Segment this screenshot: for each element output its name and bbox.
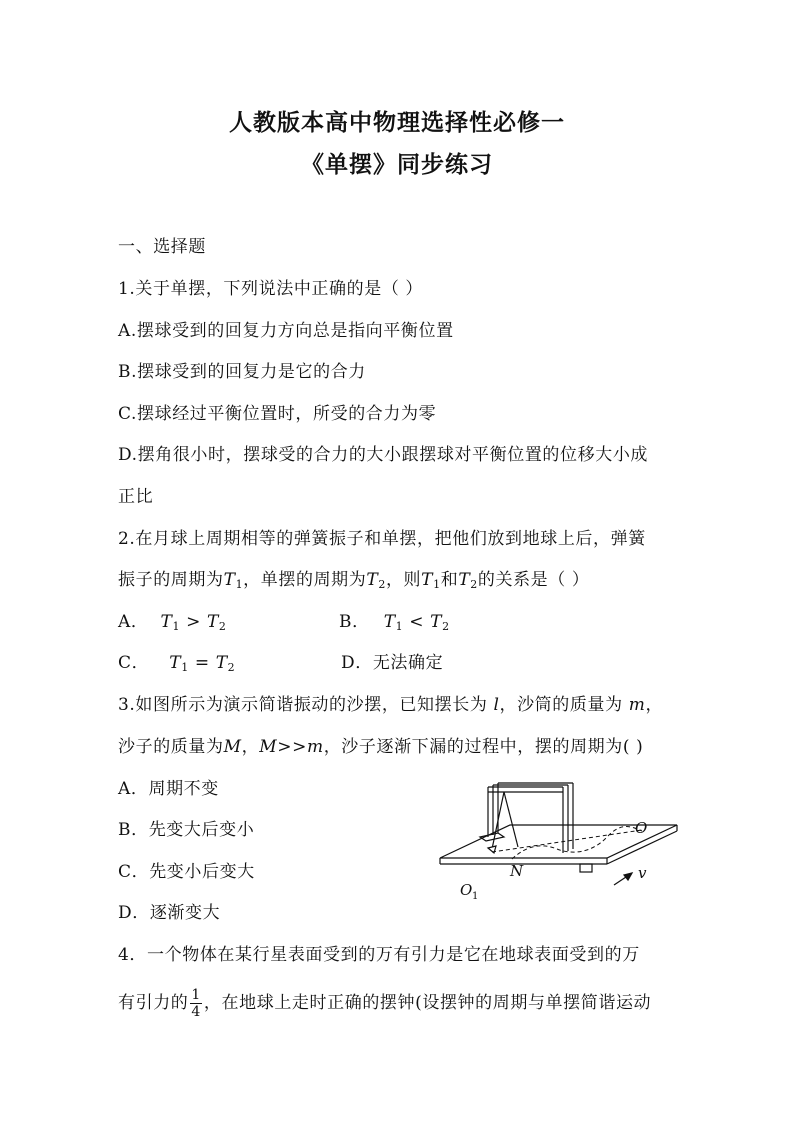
q2-text-part: 振子的周期为 [118, 570, 224, 590]
q1-option-d: D.摆角很小时，摆球受的合力的大小跟摆球对平衡位置的位移大小成 [118, 445, 649, 465]
document-title: 人教版本高中物理选择性必修一 [229, 110, 565, 136]
var-l: l [493, 695, 500, 715]
subscript: 2 [442, 620, 450, 633]
q3-text-part: ，沙筒的质量为 [499, 695, 629, 715]
q2-stem-cont [118, 565, 589, 591]
relation: < [409, 612, 425, 632]
subscript: 2 [470, 578, 478, 591]
var-t: T [458, 570, 471, 590]
q2-text-part: ，单摆的周期为 [243, 570, 367, 590]
var-m: m [628, 695, 646, 715]
var-t: T [169, 653, 182, 673]
var-t: T [383, 612, 396, 632]
sand-pendulum-figure [432, 775, 682, 905]
var-t: T [430, 612, 443, 632]
q4-stem-cont [118, 975, 651, 1031]
q3-text-part: >> [277, 737, 307, 757]
subscript: 2 [227, 661, 236, 674]
label-n: N [510, 862, 524, 880]
q2-text-part: 的关系是（ ） [477, 570, 590, 590]
q3-text-part: ， [645, 695, 664, 715]
subscript: 1 [235, 578, 244, 591]
q4-text-part: ，在地球上走时正确的摆钟(设摆钟的周期与单摆简谐运动 [203, 993, 652, 1013]
q1-option-c: C.摆球经过平衡位置时，所受的合力为零 [118, 404, 437, 424]
section-heading: 一、选择题 [118, 237, 206, 257]
subscript: 2 [378, 578, 386, 591]
var-big-m: M [223, 737, 242, 757]
q1-stem: 1.关于单摆，下列说法中正确的是（ ） [118, 279, 424, 299]
q3-option-c: C．先变小后变大 [118, 862, 255, 882]
label-o1-subscript: 1 [472, 891, 479, 902]
var-t: T [421, 570, 434, 590]
q1-option-d-cont: 正比 [118, 487, 154, 507]
relation: = [194, 653, 210, 673]
q3-option-d: D．逐渐变大 [118, 903, 221, 923]
subscript: 1 [433, 578, 441, 591]
q3-text-part: ，沙子逐渐下漏的过程中，摆的周期为( ) [323, 737, 644, 757]
q3-option-a: A．周期不变 [118, 779, 219, 799]
q1-option-b: B.摆球受到的回复力是它的合力 [118, 362, 366, 382]
q3-text-part: 3.如图所示为演示简谐振动的沙摆，已知摆长为 [118, 695, 494, 715]
q3-text-part: 沙子的质量为 [118, 737, 224, 757]
option-label: B． [339, 612, 370, 632]
label-o1: O [460, 881, 473, 899]
q4-text-part: 有引力的 [118, 993, 189, 1013]
label-o: O [635, 819, 648, 837]
q3-stem-cont [118, 732, 643, 757]
q1-option-a: A.摆球受到的回复力方向总是指向平衡位置 [118, 321, 454, 341]
q2-option-d: D．无法确定 [341, 653, 444, 673]
q3-stem [118, 690, 663, 715]
q3-text-part: ， [241, 737, 260, 757]
q2-option-a [118, 607, 227, 633]
var-m: m [306, 737, 324, 757]
q2-text-part: 和 [440, 570, 459, 590]
option-label: C． [118, 653, 150, 673]
q2-text-part: ，则 [385, 570, 422, 590]
relation: > [186, 612, 201, 632]
fraction-denominator: 4 [191, 1004, 201, 1020]
q3-option-b: B．先变大后变小 [118, 820, 255, 840]
subscript: 1 [395, 620, 404, 633]
subscript: 1 [181, 661, 189, 674]
var-t: T [366, 570, 379, 590]
label-v: v [638, 864, 647, 882]
q4-stem: 4．一个物体在某行星表面受到的万有引力是它在地球表面受到的万 [118, 945, 640, 965]
subscript: 2 [218, 620, 227, 633]
var-t: T [206, 612, 219, 632]
var-big-m: M [259, 737, 278, 757]
var-t: T [160, 612, 173, 632]
q2-option-b [339, 607, 450, 633]
fraction-numerator: 1 [191, 987, 201, 1003]
subscript: 1 [172, 620, 181, 633]
fraction [190, 987, 202, 1020]
var-t: T [223, 570, 236, 590]
q2-option-c [118, 648, 235, 674]
document-subtitle: 《单摆》同步练习 [301, 152, 493, 178]
q2-stem: 2.在月球上周期相等的弹簧振子和单摆，把他们放到地球上后，弹簧 [118, 529, 646, 549]
var-t: T [215, 653, 228, 673]
option-label: A． [118, 612, 149, 632]
